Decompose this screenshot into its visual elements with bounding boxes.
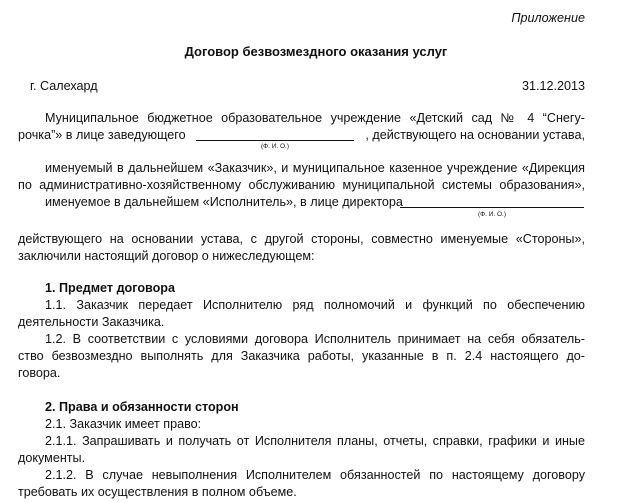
preamble-line: по административно-хозяйственному обслуживанию муниципальной системы образования»,: [18, 178, 585, 192]
appendix-label: Приложение: [511, 11, 585, 25]
preamble-line: рочка”» в лице заведующего: [18, 128, 186, 142]
clause-line: требовать их осуществления в полном объеме.: [18, 485, 297, 499]
clause-line: деятельности Заказчика.: [18, 315, 165, 329]
city: г. Салехард: [30, 79, 98, 93]
signature-line-director: [400, 207, 584, 208]
preamble-line: действующего на основании устава, с другой стороны, совместно именуемые «Стороны»,: [18, 232, 585, 246]
fio-caption: (Ф. И. О.): [477, 211, 507, 218]
clause-line: 2.1. Заказчик имеет право:: [45, 417, 202, 431]
date: 31.12.2013: [521, 79, 585, 93]
clause-line: 2.1.1. Запрашивать и получать от Исполнителя планы, отчеты, справки, графики и иные: [45, 434, 585, 448]
clause-line: 2.1.2. В случае невыполнения Исполнителем обязанностей по настоящему договору: [45, 468, 585, 482]
fio-caption: (Ф. И. О.): [260, 143, 290, 150]
preamble-line: заключили настоящий договор о нижеследующем:: [18, 249, 315, 263]
clause-line: говора.: [18, 366, 61, 380]
preamble-line: , действующего на основании устава,: [365, 128, 585, 142]
preamble-line: Муниципальное бюджетное образовательное учреждение «Детский сад № 4 “Снегу-: [45, 111, 585, 125]
clause-line: документы.: [18, 451, 86, 465]
document-title: Договор безвозмездного оказания услуг: [184, 44, 448, 59]
section-heading: 2. Права и обязанности сторон: [45, 400, 239, 414]
preamble-line: именуемый в дальнейшем «Заказчик», и муниципальное казенное учреждение «Дирекция: [45, 161, 585, 175]
clause-line: 1.2. В соответствии с условиями договора Исполнитель принимает на себя обязатель-: [45, 332, 585, 346]
signature-line-head: [196, 140, 354, 141]
section-heading: 1. Предмет договора: [45, 281, 175, 295]
clause-line: ство безвозмездно выполнять для Заказчика работы, указанные в п. 2.4 настоящего до-: [18, 349, 585, 363]
clause-line: 1.1. Заказчик передает Исполнителю ряд полномочий и функций по обеспечению: [45, 298, 585, 312]
preamble-line: именуемое в дальнейшем «Исполнитель», в лице директора: [45, 195, 403, 209]
